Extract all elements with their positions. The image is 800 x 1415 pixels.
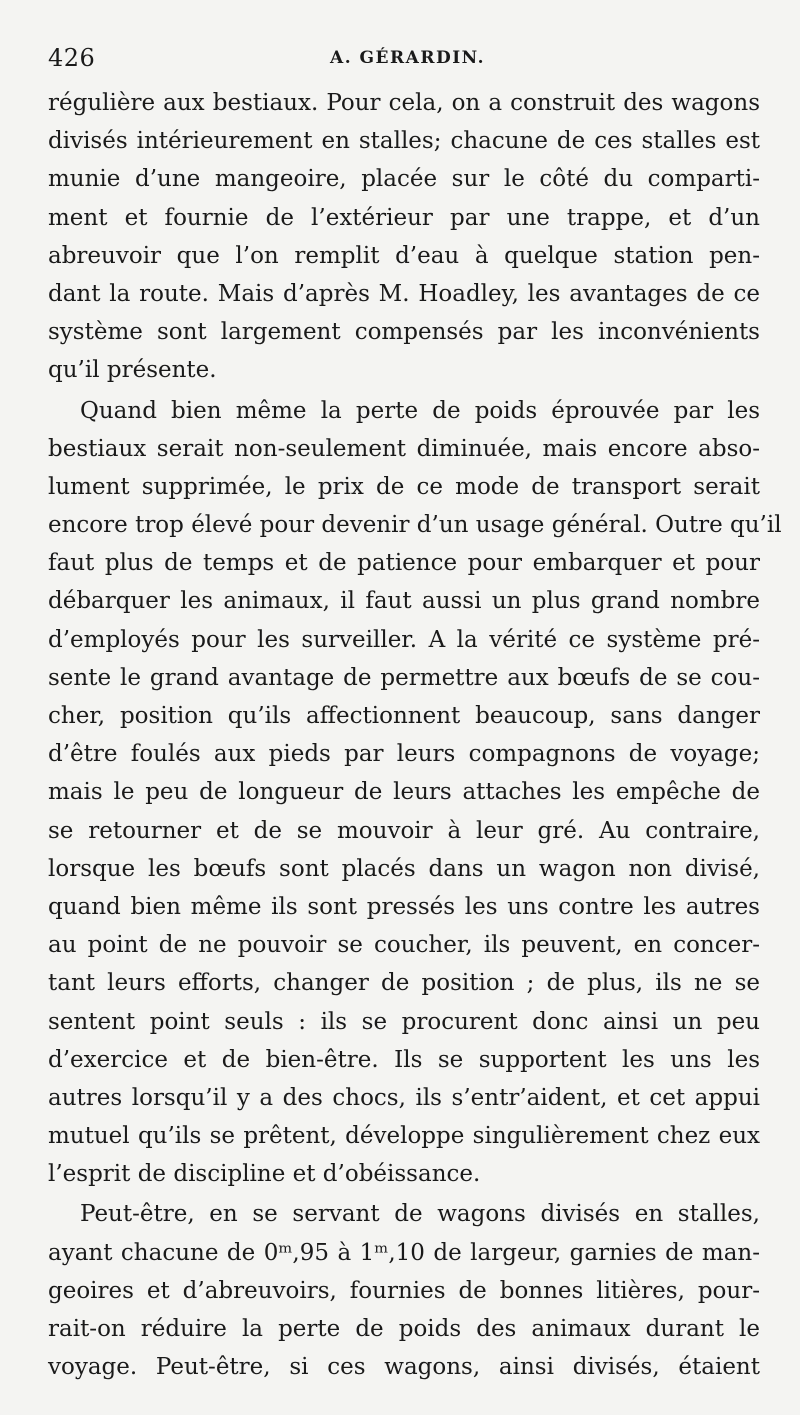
text-line: lument supprimée, le prix de ce mode de transport serait — [48, 473, 760, 500]
text-line: cher, position qu’ils affectionnent beaucoup, sans danger — [48, 703, 760, 729]
text-line: munie d’une mangeoire, placée sur le côté du comparti- — [48, 166, 760, 193]
page-number: 426 — [48, 44, 96, 72]
text-line: d’exercice et de bien-être. Ils se supportent les uns les — [48, 1046, 760, 1073]
text-line: rait-on réduire la perte de poids des animaux durant le — [48, 1316, 760, 1342]
text-line: geoires et d’abreuvoirs, fournies de bonnes litières, pour- — [48, 1277, 760, 1304]
text-line: mais le peu de longueur de leurs attaches les empêche de — [48, 779, 760, 806]
text-line: abreuvoir que l’on remplit d’eau à quelque station pen- — [48, 242, 760, 269]
text-line: débarquer les animaux, il faut aussi un plus grand nombre — [48, 588, 760, 615]
text-line: au point de ne pouvoir se coucher, ils peuvent, en concer- — [48, 932, 760, 959]
text-line: mutuel qu’ils se prêtent, développe singulièrement chez eux — [48, 1123, 760, 1150]
body-text — [48, 84, 782, 1386]
text-line: tant leurs efforts, changer de position ; de plus, ils ne se — [48, 970, 760, 997]
text-line: ment et fournie de l’extérieur par une trappe, et d’un — [48, 204, 760, 231]
text-line: ayant chacune de 0ᵐ,95 à 1ᵐ,10 de largeur, garnies de man- — [48, 1239, 760, 1266]
text-line: sente le grand avantage de permettre aux bœufs de se cou- — [48, 664, 760, 691]
text-line: régulière aux bestiaux. Pour cela, on a construit des wagons — [48, 90, 760, 116]
paragraph — [48, 84, 760, 390]
text-line: se retourner et de se mouvoir à leur gré. Au contraire, — [48, 817, 760, 844]
paragraph — [48, 392, 782, 1194]
text-line: faut plus de temps et de patience pour embarquer et pour — [48, 550, 760, 577]
text-line: sentent point seuls : ils se procurent donc ainsi un peu — [48, 1008, 760, 1035]
text-line: divisés intérieurement en stalles; chacune de ces stalles est — [48, 128, 760, 155]
text-line: bestiaux serait non-seulement diminuée, mais encore abso- — [48, 435, 760, 462]
text-line: d’être foulés aux pieds par leurs compagnons de voyage; — [48, 741, 760, 768]
text-line: qu’il présente. — [48, 357, 217, 384]
text-line: d’employés pour les surveiller. A la vérité ce système pré- — [48, 626, 760, 653]
paragraph — [48, 1195, 760, 1386]
text-line: quand bien même ils sont pressés les uns contre les autres — [48, 893, 760, 920]
text-line: lorsque les bœufs sont placés dans un wagon non divisé, — [48, 855, 760, 882]
text-line: voyage. Peut-être, si ces wagons, ainsi divisés, étaient — [48, 1354, 760, 1381]
text-line: Quand bien même la perte de poids éprouvée par les — [80, 397, 760, 424]
running-head: A. GÉRARDIN. — [330, 48, 486, 68]
text-line: l’esprit de discipline et d’obéissance. — [48, 1161, 481, 1188]
text-line: encore trop élevé pour devenir d’un usage général. Outre qu’il — [48, 512, 782, 539]
text-line: système sont largement compensés par les inconvénients — [48, 319, 760, 346]
page-header — [48, 44, 768, 80]
text-line: Peut-être, en se servant de wagons divisés en stalles, — [80, 1201, 760, 1228]
text-line: dant la route. Mais d’après M. Hoadley, les avantages de ce — [48, 280, 760, 307]
text-line: autres lorsqu’il y a des chocs, ils s’entr’aident, et cet appui — [48, 1084, 760, 1111]
